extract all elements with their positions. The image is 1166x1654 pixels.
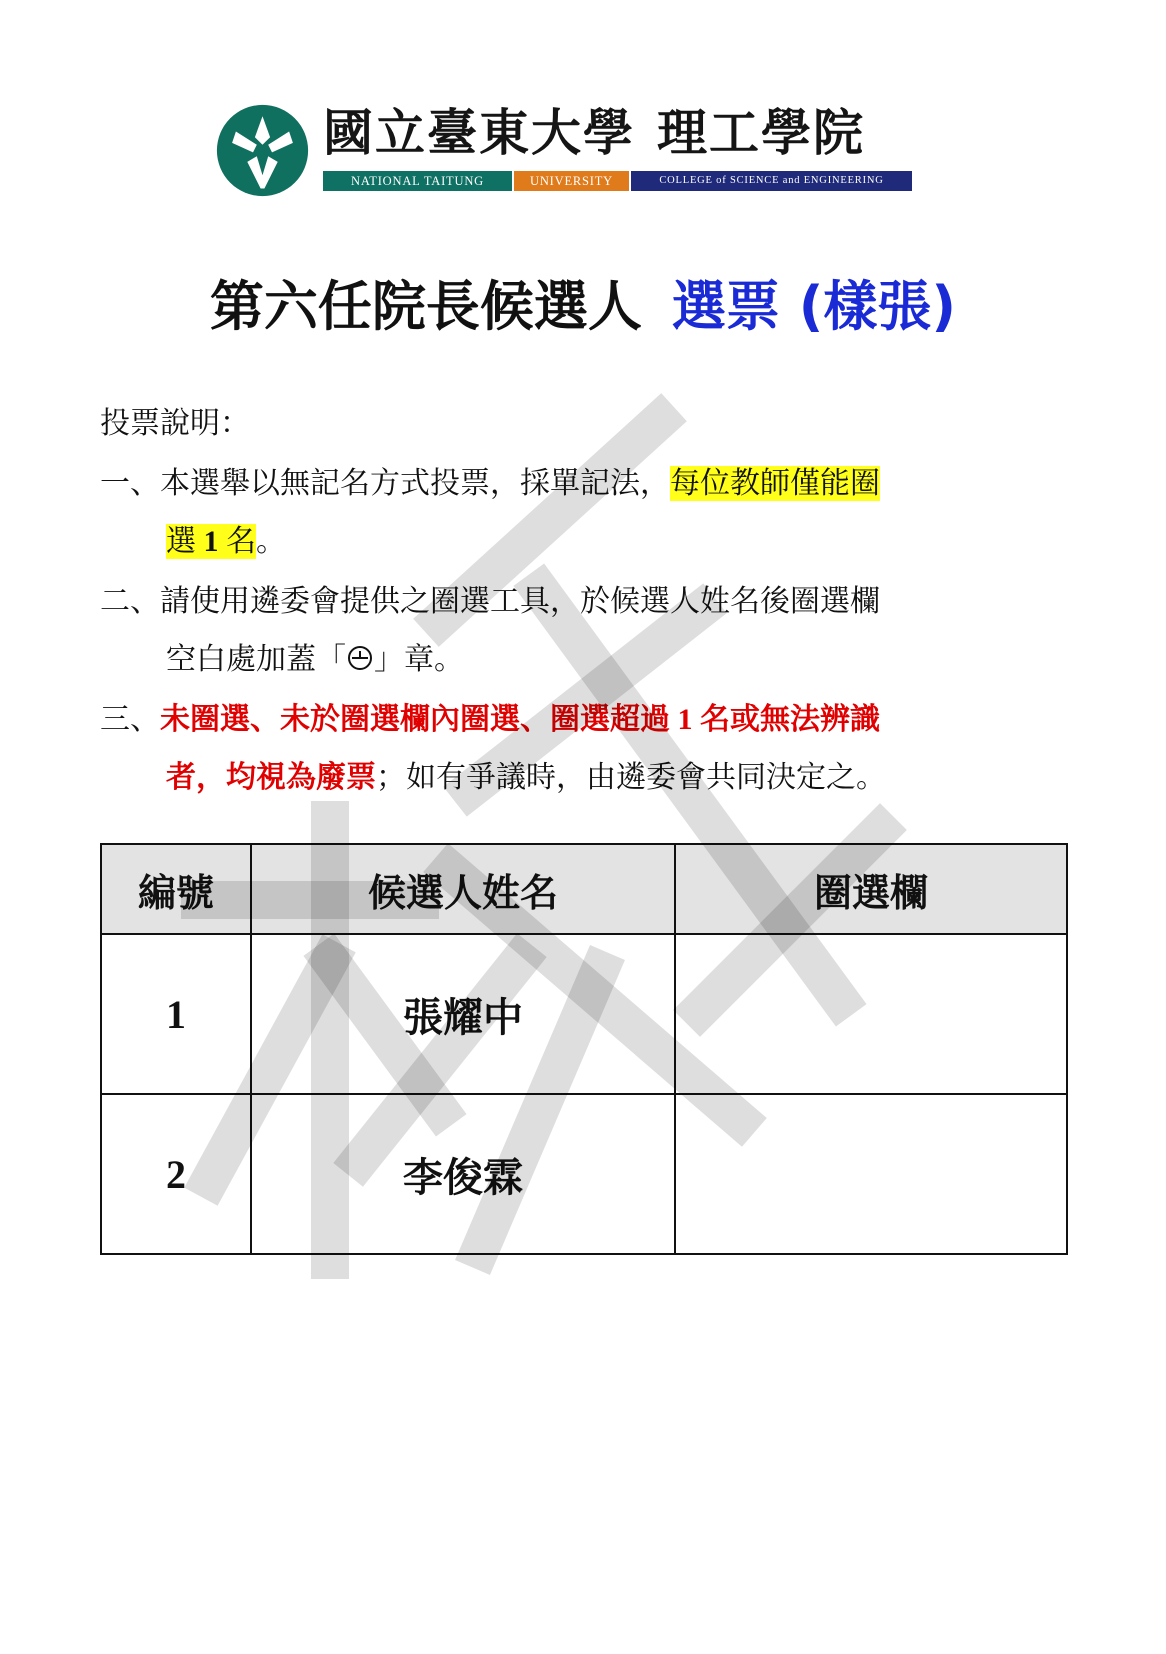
item-1-highlight-num: 1 <box>196 525 226 558</box>
item-1-end: 。 <box>256 524 286 559</box>
instruction-item-1-line-2 <box>166 520 286 564</box>
item-2-text-a: 請使用遴委會提供之圈選工具，於候選人姓名後圈選欄 <box>160 584 880 619</box>
item-1-highlight-a: 每位教師僅能圈 <box>670 466 880 501</box>
instruction-item-1-line-1 <box>100 462 880 506</box>
item-3-red-a2: 名或無法辨識 <box>700 702 880 737</box>
vote-box[interactable] <box>675 934 1067 1094</box>
vote-box[interactable] <box>675 1094 1067 1254</box>
instruction-item-3-line-2 <box>166 756 886 800</box>
header-candidate-name: 候選人姓名 <box>251 844 675 934</box>
item-2-text-b1: 空白處加蓋「 <box>166 642 346 677</box>
candidate-name: 張耀中 <box>251 934 675 1094</box>
circle-stamp-icon <box>346 644 374 672</box>
ballot-table <box>100 843 1068 1255</box>
item-1-highlight-b2: 名 <box>226 524 256 559</box>
item-1-marker: 一、 <box>100 466 160 501</box>
header-number: 編號 <box>101 844 251 934</box>
university-emblem-icon <box>215 103 310 198</box>
item-3-red-b: 者，均視為廢票 <box>166 760 376 795</box>
item-3-red-num: 1 <box>670 703 700 736</box>
candidate-name: 李俊霖 <box>251 1094 675 1254</box>
candidate-number: 1 <box>101 934 251 1094</box>
item-1-highlight-b1: 選 <box>166 524 196 559</box>
item-2-marker: 二、 <box>100 584 160 619</box>
college-banner <box>323 171 912 191</box>
item-3-marker: 三、 <box>100 702 160 737</box>
header-vote-column: 圈選欄 <box>675 844 1067 934</box>
title-highlight: 選票 (樣張) <box>671 275 957 338</box>
item-3-text-b: ；如有爭議時，由遴委會共同決定之。 <box>376 760 886 795</box>
instructions-heading: 投票說明： <box>100 406 250 441</box>
table-header-row <box>101 844 1067 934</box>
title-main: 第六任院長候選人 <box>209 275 642 338</box>
page-title <box>0 272 1166 342</box>
table-row <box>101 1094 1067 1254</box>
banner-university: UNIVERSITY <box>512 171 629 191</box>
instruction-item-2-line-1 <box>100 580 880 624</box>
candidate-number: 2 <box>101 1094 251 1254</box>
banner-college: COLLEGE of SCIENCE and ENGINEERING <box>629 171 912 191</box>
college-name-calligraphy: 國立臺東大學 理工學院 <box>323 103 865 162</box>
item-3-red-a1: 未圈選、未於圈選欄內圈選、圈選超過 <box>160 702 670 737</box>
college-logo <box>215 100 935 200</box>
instruction-item-2-line-2 <box>166 638 464 682</box>
banner-national-taitung: NATIONAL TAITUNG <box>323 171 512 191</box>
instruction-item-3-line-1 <box>100 698 880 742</box>
item-2-text-b2: 」章。 <box>374 642 464 677</box>
table-row <box>101 934 1067 1094</box>
item-1-text: 本選舉以無記名方式投票，採單記法， <box>160 466 670 501</box>
